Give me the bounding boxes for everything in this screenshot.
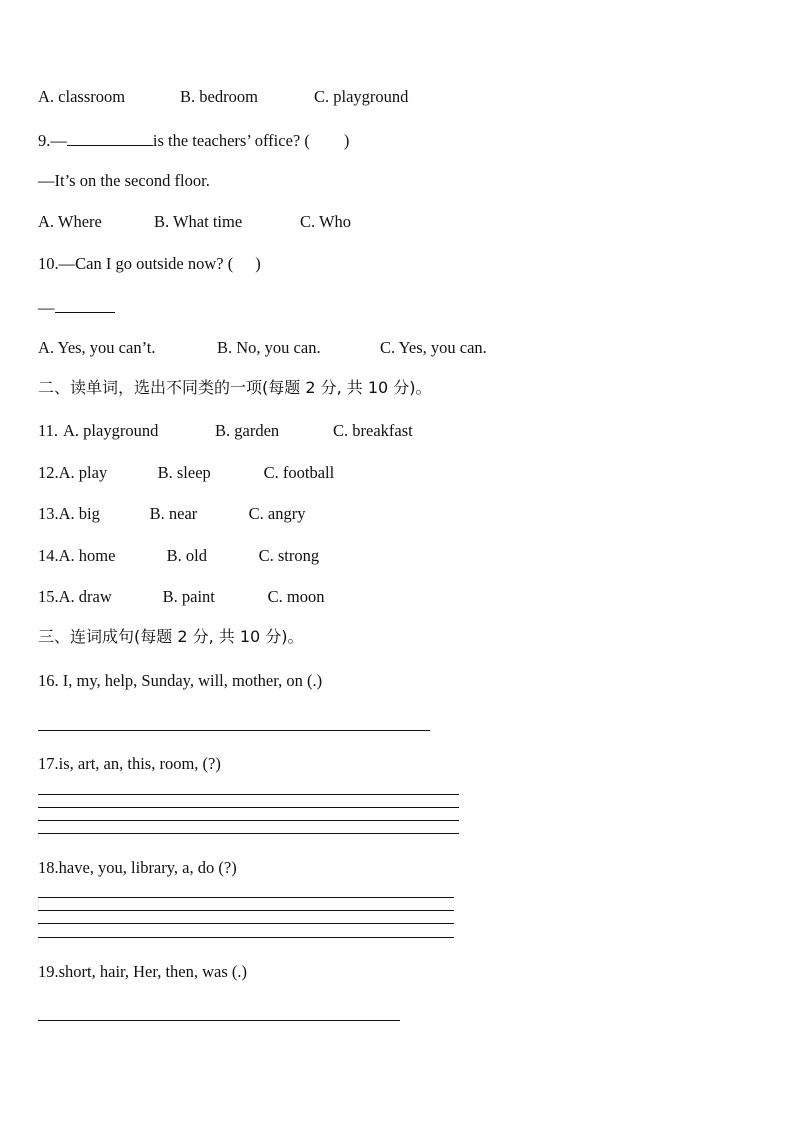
q12-option-b: B. sleep — [157, 463, 211, 482]
q16-prompt: 16. I, my, help, Sunday, will, mother, on (.) — [38, 671, 323, 690]
q13 — [38, 504, 305, 524]
q19-prompt: 19.short, hair, Her, then, was (.) — [38, 962, 247, 981]
q11-number: 11. — [38, 421, 59, 440]
q12-option-a: A. play — [58, 463, 108, 482]
q15-number: 15. — [38, 587, 59, 606]
q18-answer-line-4[interactable] — [38, 937, 454, 938]
q12-number: 12. — [38, 463, 59, 482]
q9-option-b: B. What time — [154, 212, 243, 231]
q8-option-b: B. bedroom — [180, 87, 258, 106]
q10-answer-line — [38, 296, 115, 318]
section2-title: 二、读单词，选出不同类的一项(每题 2 分, 共 10 分)。 — [38, 378, 432, 397]
q15-option-c: C. moon — [267, 587, 325, 606]
q14-option-c: C. strong — [258, 546, 320, 565]
q15 — [38, 587, 324, 607]
q19-answer-line[interactable] — [38, 1020, 400, 1021]
q8-options — [38, 87, 408, 107]
q17-answer-line-2[interactable] — [38, 807, 459, 808]
q9-blank[interactable] — [67, 129, 153, 146]
q13-number: 13. — [38, 504, 59, 523]
q10-option-b: B. No, you can. — [217, 338, 321, 357]
q10-answer-prefix: — — [38, 298, 55, 317]
q10-close-paren: ) — [255, 254, 261, 273]
q17-prompt: 17.is, art, an, this, room, (?) — [38, 754, 221, 773]
q8-option-c: C. playground — [314, 87, 409, 106]
q9-option-a: A. Where — [38, 212, 102, 231]
q14-option-b: B. old — [166, 546, 207, 565]
q13-option-a: A. big — [58, 504, 100, 523]
q14 — [38, 546, 319, 566]
q9-prefix: 9.— — [38, 131, 67, 150]
q8-option-a: A. classroom — [38, 87, 126, 106]
q10-blank[interactable] — [55, 296, 115, 313]
q11-option-c: C. breakfast — [333, 421, 413, 440]
q12 — [38, 463, 334, 483]
q9-option-c: C. Who — [300, 212, 352, 231]
q9-answer-line: —It’s on the second floor. — [38, 171, 210, 190]
q9-text: is the teachers’ office? ( — [152, 131, 310, 150]
q18-prompt: 18.have, you, library, a, do (?) — [38, 858, 237, 877]
q15-option-b: B. paint — [162, 587, 215, 606]
q9-close-paren: ) — [343, 131, 350, 150]
q11-option-a: A. playground — [63, 421, 159, 440]
q12-option-c: C. football — [263, 463, 335, 482]
q15-option-a: A. draw — [58, 587, 112, 606]
q17-answer-line-3[interactable] — [38, 820, 459, 821]
q18-answer-line-2[interactable] — [38, 910, 454, 911]
q14-option-a: A. home — [58, 546, 116, 565]
q10-option-c: C. Yes, you can. — [380, 338, 487, 357]
q17-answer-line-1[interactable] — [38, 794, 459, 795]
q13-option-b: B. near — [149, 504, 198, 523]
q18-answer-line-1[interactable] — [38, 897, 454, 898]
q10-text: 10.—Can I go outside now? ( — [38, 254, 234, 273]
q10-options — [38, 338, 487, 358]
q9-question — [38, 129, 349, 151]
q18-answer-line-3[interactable] — [38, 923, 454, 924]
q10-question — [38, 254, 261, 274]
q17-answer-line-4[interactable] — [38, 833, 459, 834]
q13-option-c: C. angry — [248, 504, 306, 523]
q10-option-a: A. Yes, you can’t. — [38, 338, 156, 357]
q11-option-b: B. garden — [215, 421, 280, 440]
q9-options — [38, 212, 351, 232]
q11 — [38, 421, 413, 441]
q16-answer-line[interactable] — [38, 730, 430, 731]
section3-title: 三、连词成句(每题 2 分, 共 10 分)。 — [38, 627, 304, 646]
q14-number: 14. — [38, 546, 59, 565]
